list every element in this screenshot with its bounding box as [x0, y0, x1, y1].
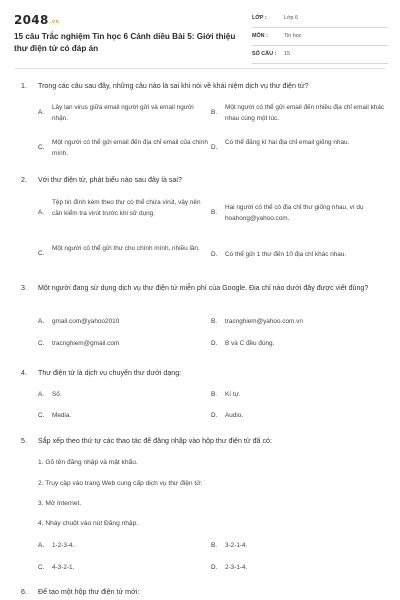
- list-item: 3. Mở Internet.: [38, 500, 82, 507]
- page-title: 15 câu Trắc nghiệm Tin học 6 Cánh diều Bài 5: Giới thiệu thư điện tử có đáp án: [14, 32, 236, 53]
- worksheet-page: $2048^{.vn}$ 15 câu Trắc nghiệm Tin học 6 Cánh diều Bài 5: Giới thiệu thư điện tử có đáp án LỚP : Lớp 6 MÔN : Tin học SỐ CÂU : 15 1. Trong các câu sau đây, những câu nào là sai khi nói về khái niệm dịch vụ thư điện tử? A. Lây lan virus giữa email người gửi và email người nhận. B. Một người có thể gửi email đến nhiều địa chỉ email khác nhau cùng một lúc. C. Một người có thể gửi email đến địa chỉ email của chính mình. D. Có thể đăng kí hai địa chỉ email giống nhau. 2. Với thư điện tử, phát biểu nào sau đây là sai? A. Tệp tin đính kèm theo thư có thể chứa virút, vậy nên cần kiểm tra virút trước khi sử dụng. B. Hai người có thể có địa chỉ thư giống nhau, ví dụ hoahong@yahoo.com. C. Một người có thể gửi thư cho chính mình, nhiều lần. D. Có thể gửi 1 thư đến 10 địa chỉ khác nhau. 3. Một người đang sử dụng dịch vụ thư điện tử miễn phí của Google. Địa chỉ nào dưới đây được viết đúng? A. gmail.com@yahoo2010 B. tracnghiem@yahoo.com.vn C. tracnghiem@gmail.com D. B và C đều đúng. 4. Thư điện tử là dịch vụ chuyển thư dưới dạng: A. Số. B. Kí tự. C. Media. D. Audio. 5. Sắp xếp theo thứ tự các thao tác để đăng nhập vào hộp thư điện tử đã có: 1. Gõ tên đăng nhập và mật khẩu. 2. Truy cập vào trang Web cung cấp dịch vụ thư điện tử. 3. Mở Internet. 4. Nháy chuột vào nút Đăng nhập. A. 1-2-3-4. B. 3-2-1-4. C. 4-3-2-1. D. 2-3-1-4. 6. Để tạo một hộp thư điện tử mới:: [0, 0, 400, 600]
- meta-subject-label: MÔN :: [252, 33, 268, 39]
- meta-subject: [252, 30, 388, 46]
- meta-subject-value: Tin học: [284, 33, 302, 39]
- question-number: 4.: [21, 369, 27, 377]
- header-divider: [14, 68, 386, 69]
- question-text: Một người đang sử dụng dịch vụ thư điện tử miễn phí của Google. Địa chỉ nào dưới đây được viết đúng?: [38, 284, 369, 292]
- list-item: 2. Truy cập vào trang Web cung cấp dịch vụ thư điện tử.: [38, 480, 203, 487]
- question-number: 1.: [21, 82, 27, 90]
- question-number: 6.: [21, 588, 27, 596]
- worksheet-header: [0, 0, 400, 70]
- meta-grade: [252, 12, 388, 28]
- question-stem: [21, 587, 371, 598]
- question-number: 3.: [21, 284, 27, 292]
- question-text: Với thư điện tử, phát biểu nào sau đây là sai?: [38, 176, 182, 184]
- site-logo[interactable]: $2048^{.vn}$: [14, 13, 60, 27]
- meta-count-label: SỐ CÂU :: [252, 51, 277, 57]
- list-item: 4. Nháy chuột vào nút Đăng nhập.: [38, 520, 139, 527]
- question-text: Thư điện tử là dịch vụ chuyển thư dưới dạng:: [38, 369, 182, 377]
- question-text: Trong các câu sau đây, những câu nào là sai khi nói về khái niệm dịch vụ thư điện tử?: [38, 82, 309, 90]
- meta-count-value: 15: [284, 51, 290, 57]
- question-stem: [21, 368, 371, 379]
- list-item: 1. Gõ tên đăng nhập và mật khẩu.: [38, 459, 138, 466]
- question-stem: [21, 283, 371, 294]
- meta-grade-value: Lớp 6: [284, 15, 299, 21]
- question-number: 5.: [21, 437, 27, 445]
- question-number: 2.: [21, 176, 27, 184]
- question-text: Để tạo một hộp thư điện tử mới:: [38, 588, 140, 596]
- worksheet-meta: [252, 12, 388, 64]
- meta-grade-label: LỚP :: [252, 15, 267, 21]
- meta-count: [252, 48, 388, 64]
- question-stem: [21, 175, 371, 186]
- question-stem: [21, 81, 371, 92]
- question-text: Sắp xếp theo thứ tự các thao tác để đăng nhập vào hộp thư điện tử đã có:: [38, 437, 272, 445]
- question-stem: [21, 436, 371, 447]
